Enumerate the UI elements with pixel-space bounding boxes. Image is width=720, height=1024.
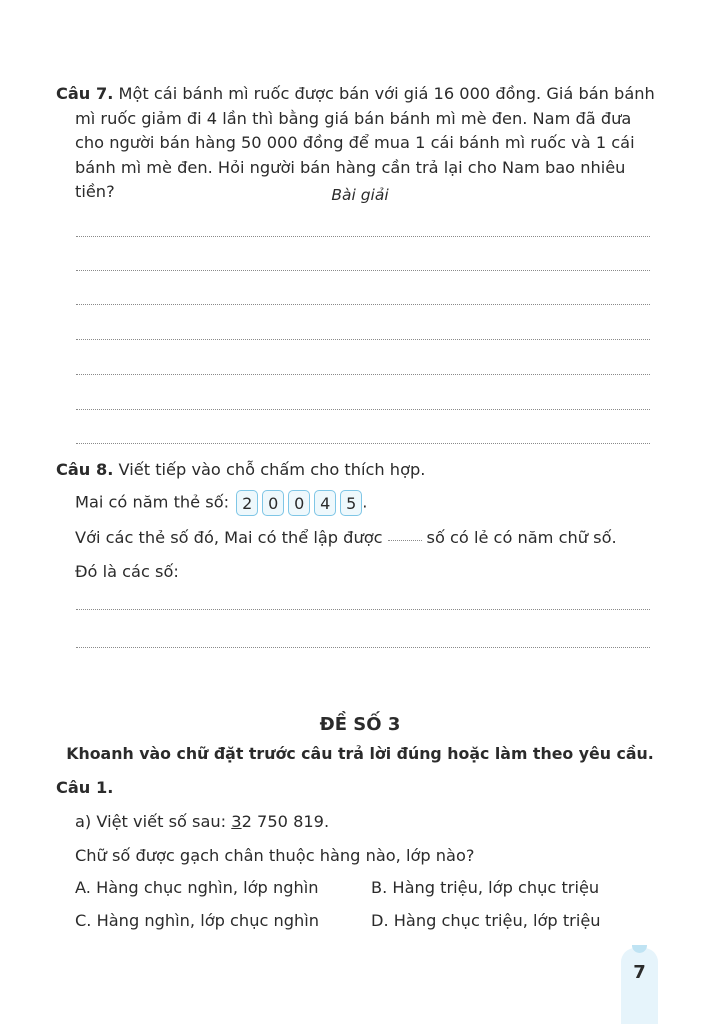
option-c[interactable]: C. Hàng nghìn, lớp chục nghìn (75, 911, 320, 930)
answer-line[interactable] (76, 270, 650, 271)
answer-line[interactable] (76, 609, 650, 610)
question-1a-prefix: a) Việt viết số sau: (75, 812, 232, 831)
option-b[interactable]: B. Hàng triệu, lớp chục triệu (371, 878, 600, 897)
question-1a (75, 812, 329, 831)
number-cards-prefix: Mai có năm thẻ số: (75, 492, 230, 512)
number-card: 0 (262, 490, 284, 516)
number-cards-line (75, 490, 367, 516)
number-cards (236, 490, 362, 516)
answer-line[interactable] (76, 304, 650, 305)
answer-line[interactable] (76, 374, 650, 375)
question-8-line-2 (75, 528, 617, 547)
number-cards-suffix: . (362, 492, 368, 512)
answer-line[interactable] (76, 339, 650, 340)
number-card: 4 (314, 490, 336, 516)
page-number-tab (621, 948, 658, 1024)
number-card: 2 (236, 490, 258, 516)
question-8 (56, 460, 425, 479)
question-8-line-2-a: Với các thẻ số đó, Mai có thể lập được (75, 528, 383, 547)
number-card: 0 (288, 490, 310, 516)
question-7-label: Câu 7. (56, 84, 114, 103)
option-d[interactable]: D. Hàng chục triệu, lớp triệu (371, 911, 601, 930)
question-1a-prompt: Chữ số được gạch chân thuộc hàng nào, lớp nào? (75, 846, 475, 865)
number-card: 5 (340, 490, 362, 516)
question-8-line-3: Đó là các số: (75, 562, 179, 581)
option-a[interactable]: A. Hàng chục nghìn, lớp nghìn (75, 878, 319, 897)
question-1a-rest: 2 750 819. (241, 812, 330, 831)
answer-line[interactable] (76, 236, 650, 237)
question-1-label: Câu 1. (56, 778, 114, 797)
question-8-line-2-b: số có lẻ có năm chữ số. (426, 528, 617, 547)
answer-line[interactable] (76, 409, 650, 410)
question-8-label: Câu 8. (56, 460, 114, 479)
answer-line[interactable] (76, 443, 650, 444)
page-number: 7 (633, 962, 646, 983)
section-title: ĐỀ SỐ 3 (319, 714, 401, 735)
section-instruction: Khoanh vào chữ đặt trước câu trả lời đúng hoặc làm theo yêu cầu. (66, 744, 654, 763)
question-7-text: Một cái bánh mì ruốc được bán với giá 16 000 đồng. Giá bán bánh mì ruốc giảm đi 4 lần thì bằng giá bán bánh mì mè đen. Nam đã đưa cho người bán hàng 50 000 đồng để mua 1 cái bánh mì ruốc và 1 cái bánh mì mè đen. Hỏi người bán hàng cần trả lại cho Nam bao nhiêu tiền? (75, 84, 655, 201)
underlined-digit: 3 (231, 812, 242, 831)
solution-title: Bài giải (331, 186, 389, 204)
answer-line[interactable] (76, 647, 650, 648)
tab-notch (632, 945, 647, 953)
question-8-text: Viết tiếp vào chỗ chấm cho thích hợp. (118, 460, 426, 479)
fill-blank[interactable] (388, 539, 422, 541)
